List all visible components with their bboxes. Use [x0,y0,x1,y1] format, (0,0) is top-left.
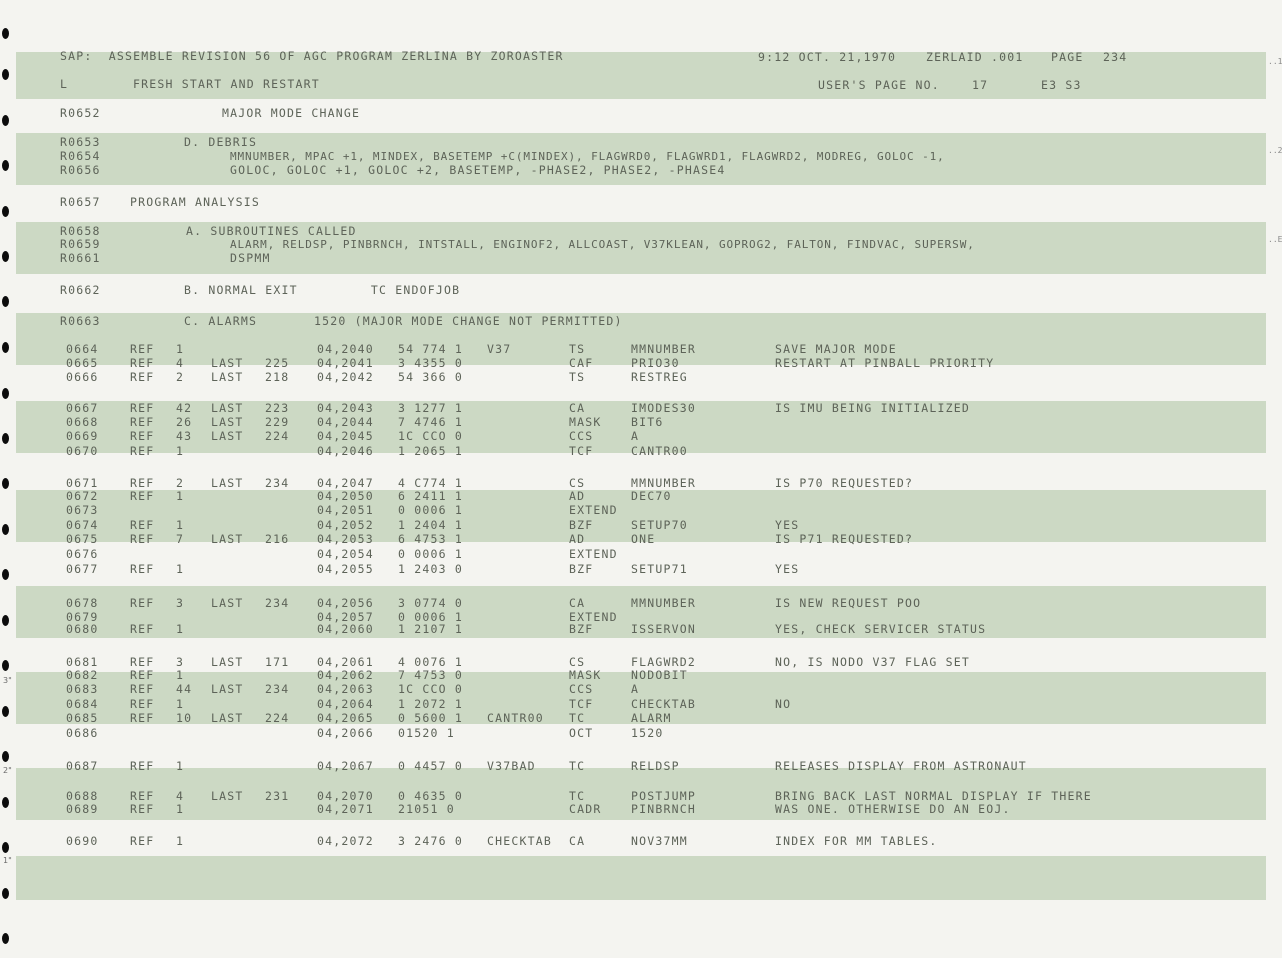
last-ref: 223 [265,401,290,415]
remark-text: ALARM, RELDSP, PINBRNCH, INTSTALL, ENGINOF2, ALLCOAST, V37KLEAN, GOPROG2, FALTON, FINDVAC, SUPERSW, [230,238,975,251]
line-number: 0666 [66,370,99,384]
octal-word: 4 0076 1 [398,655,463,669]
opcode: BZF [569,622,594,636]
line-number: 0674 [66,518,99,532]
operand: ONE [631,532,656,546]
octal-word: 3 4355 0 [398,356,463,370]
opcode: BZF [569,518,594,532]
address: 04,2055 [317,562,374,576]
ref-flag: REF [130,655,155,669]
address: 04,2062 [317,668,374,682]
ref-count: 1 [176,444,185,458]
ref-flag: REF [130,682,155,696]
comment: YES [775,518,800,532]
address: 04,2056 [317,596,374,610]
remark-number: R0658 [60,224,101,238]
line-number: 0684 [66,697,99,711]
octal-word: 54 774 1 [398,342,463,356]
operand: PRIO30 [631,356,680,370]
operand: SETUP71 [631,562,688,576]
remark-number: R0656 [60,163,101,177]
comment: IS P71 REQUESTED? [775,532,914,546]
operand: POSTJUMP [631,789,696,803]
page-label: PAGE [1051,50,1084,64]
ref-flag: REF [130,834,155,848]
feed-hole [2,933,9,944]
line-number: 0680 [66,622,99,636]
ruler-mark: ..1 [1268,57,1282,66]
octal-word: 3 1277 1 [398,401,463,415]
octal-word: 7 4753 0 [398,668,463,682]
ref-count: 4 [176,789,185,803]
code-line [0,490,1280,504]
ref-flag: REF [130,356,155,370]
ref-count: 10 [176,711,193,725]
address: 04,2070 [317,789,374,803]
code-line [0,357,1280,371]
ref-count: 1 [176,518,185,532]
feed-hole [2,69,9,80]
user-page-number: 17 [972,78,989,92]
code-line [0,727,1280,741]
comment: SAVE MAJOR MODE [775,342,897,356]
opcode: AD [569,489,586,503]
address: 04,2066 [317,726,374,740]
line-number: 0675 [66,532,99,546]
octal-word: 7 4746 1 [398,415,463,429]
remark-text: C. ALARMS 1520 (MAJOR MODE CHANGE NOT PERMITTED) [184,314,623,328]
operand: BIT6 [631,415,664,429]
line-number: 0670 [66,444,99,458]
octal-word: 1C CCO 0 [398,682,463,696]
address: 04,2067 [317,759,374,773]
comment: NO, IS NODO V37 FLAG SET [775,655,970,669]
opcode: CA [569,834,586,848]
address: 04,2044 [317,415,374,429]
ref-count: 2 [176,476,185,490]
ref-flag: REF [130,532,155,546]
operand: A [631,429,640,443]
address: 04,2043 [317,401,374,415]
address: 04,2046 [317,444,374,458]
ref-count: 4 [176,356,185,370]
remark-text: B. NORMAL EXIT TC ENDOFJOB [184,283,461,297]
ref-flag: REF [130,489,155,503]
feed-hole [2,28,9,39]
comment: RESTART AT PINBALL PRIORITY [775,356,995,370]
octal-word: 0 4635 0 [398,789,463,803]
address: 04,2065 [317,711,374,725]
remark-number: R0662 [60,283,101,297]
operand: MMNUMBER [631,342,696,356]
operand: 1520 [631,726,664,740]
operand: NODOBIT [631,668,688,682]
code-line [0,760,1280,774]
octal-word: 1C CCO 0 [398,429,463,443]
opcode: MASK [569,415,602,429]
code-line [0,519,1280,533]
comment: IS P70 REQUESTED? [775,476,914,490]
remark-number: R0663 [60,314,101,328]
operand: NOV37MM [631,834,688,848]
ref-count: 3 [176,655,185,669]
ref-count: 1 [176,759,185,773]
opcode: TS [569,370,586,384]
ref-count: 1 [176,489,185,503]
address: 04,2045 [317,429,374,443]
code-line [0,563,1280,577]
line-number: 0682 [66,668,99,682]
ref-flag: REF [130,622,155,636]
comment: IS NEW REQUEST POO [775,596,922,610]
feed-hole [2,388,9,399]
address: 04,2051 [317,503,374,517]
opcode: TC [569,711,586,725]
line-number: 0665 [66,356,99,370]
address: 04,2057 [317,610,374,624]
last-flag: LAST [211,596,244,610]
operand: FLAGWRD2 [631,655,696,669]
line-number: 0689 [66,802,99,816]
octal-word: 1 2072 1 [398,697,463,711]
code-line [0,343,1280,357]
ref-count: 1 [176,622,185,636]
last-ref: 224 [265,429,290,443]
comment: YES [775,562,800,576]
code-line [0,835,1280,849]
octal-word: 0 4457 0 [398,759,463,773]
address: 04,2053 [317,532,374,546]
address: 04,2064 [317,697,374,711]
ref-count: 1 [176,834,185,848]
address: 04,2047 [317,476,374,490]
address: 04,2061 [317,655,374,669]
ref-count: 1 [176,342,185,356]
last-ref: 231 [265,789,290,803]
ref-flag: REF [130,789,155,803]
octal-word: 01520 1 [398,726,455,740]
code-line [0,402,1280,416]
line-number: 0686 [66,726,99,740]
code-label: CANTR00 [487,711,544,725]
address: 04,2041 [317,356,374,370]
last-flag: LAST [211,356,244,370]
remark-number: R0661 [60,251,101,265]
ref-flag: REF [130,802,155,816]
line-number: 0685 [66,711,99,725]
operand: DEC70 [631,489,672,503]
comment: RELEASES DISPLAY FROM ASTRONAUT [775,759,1027,773]
ruler-mark: 3" [3,676,12,685]
last-flag: LAST [211,789,244,803]
line-number: 0669 [66,429,99,443]
operand: ISSERVON [631,622,696,636]
line-number: 0672 [66,489,99,503]
ref-flag: REF [130,429,155,443]
comment: INDEX FOR MM TABLES. [775,834,938,848]
operand: MMNUMBER [631,596,696,610]
opcode: CS [569,655,586,669]
octal-word: 1 2065 1 [398,444,463,458]
greenbar-band [16,856,1266,900]
opcode: CS [569,476,586,490]
feed-hole [2,296,9,307]
code-line [0,597,1280,611]
line-number: 0681 [66,655,99,669]
line-number: 0664 [66,342,99,356]
opcode: BZF [569,562,594,576]
remark-text: DSPMM [230,251,271,265]
code-line [0,669,1280,683]
comment: WAS ONE. OTHERWISE DO AN EOJ. [775,802,1011,816]
last-ref: 234 [265,476,290,490]
opcode: TCF [569,697,594,711]
octal-word: 21051 0 [398,802,455,816]
opcode: MASK [569,668,602,682]
remark-number: R0653 [60,135,101,149]
remark-text: MAJOR MODE CHANGE [222,106,361,120]
opcode: EXTEND [569,610,618,624]
listing-timestamp: 9:12 OCT. 21,1970 [758,50,897,64]
address: 04,2072 [317,834,374,848]
user-page-label: USER'S PAGE NO. [818,78,940,92]
sub-left: L [60,77,69,91]
comment: IS IMU BEING INITIALIZED [775,401,970,415]
remark-text: PROGRAM ANALYSIS [130,195,260,209]
remark-number: R0654 [60,149,101,163]
ref-flag: REF [130,476,155,490]
ref-count: 26 [176,415,193,429]
opcode: CADR [569,802,602,816]
last-ref: 224 [265,711,290,725]
code-line [0,416,1280,430]
ref-flag: REF [130,518,155,532]
ref-count: 42 [176,401,193,415]
address: 04,2060 [317,622,374,636]
listing-file: ZERLAID .001 [926,50,1024,64]
line-number: 0678 [66,596,99,610]
code-line [0,371,1280,385]
code-label: V37BAD [487,759,536,773]
ref-flag: REF [130,401,155,415]
remark-number: R0657 [60,195,101,209]
line-number: 0677 [66,562,99,576]
opcode: TCF [569,444,594,458]
address: 04,2054 [317,547,374,561]
last-flag: LAST [211,532,244,546]
opcode: TC [569,759,586,773]
remark-text: MMNUMBER, MPAC +1, MINDEX, BASETEMP +C(MINDEX), FLAGWRD0, FLAGWRD1, FLAGWRD2, MODREG, GOLOC -1, [230,150,945,163]
code-line [0,504,1280,518]
last-ref: 171 [265,655,290,669]
code-line [0,445,1280,459]
address: 04,2042 [317,370,374,384]
opcode: CCS [569,682,594,696]
line-number: 0683 [66,682,99,696]
operand: CANTR00 [631,444,688,458]
address: 04,2040 [317,342,374,356]
code-label: V37 [487,342,512,356]
code-line [0,698,1280,712]
ref-count: 3 [176,596,185,610]
feed-hole [2,888,9,899]
last-ref: 225 [265,356,290,370]
remark-number: R0659 [60,237,101,251]
address: 04,2050 [317,489,374,503]
octal-word: 3 0774 0 [398,596,463,610]
line-number: 0668 [66,415,99,429]
ref-flag: REF [130,415,155,429]
octal-word: 6 4753 1 [398,532,463,546]
code-line [0,548,1280,562]
address: 04,2071 [317,802,374,816]
line-number: 0671 [66,476,99,490]
octal-word: 0 0006 1 [398,547,463,561]
last-flag: LAST [211,711,244,725]
line-number: 0673 [66,503,99,517]
code-line [0,430,1280,444]
ruler-mark: ..E [1268,235,1282,244]
octal-word: 3 2476 0 [398,834,463,848]
last-ref: 216 [265,532,290,546]
ref-count: 7 [176,532,185,546]
remark-text: A. SUBROUTINES CALLED [186,224,357,238]
code-line [0,683,1280,697]
opcode: CA [569,401,586,415]
code-line [0,533,1280,547]
octal-word: 1 2404 1 [398,518,463,532]
operand: RESTREG [631,370,688,384]
ref-count: 43 [176,429,193,443]
line-number: 0688 [66,789,99,803]
comment: BRING BACK LAST NORMAL DISPLAY IF THERE [775,789,1092,803]
octal-word: 6 2411 1 [398,489,463,503]
opcode: CAF [569,356,594,370]
octal-word: 4 C774 1 [398,476,463,490]
code-label: CHECKTAB [487,834,552,848]
octal-word: 1 2403 0 [398,562,463,576]
ref-flag: REF [130,444,155,458]
feed-hole [2,115,9,126]
ref-flag: REF [130,711,155,725]
address: 04,2063 [317,682,374,696]
ruler-mark: 1" [3,856,12,865]
opcode: CCS [569,429,594,443]
last-ref: 218 [265,370,290,384]
address: 04,2052 [317,518,374,532]
operand: A [631,682,640,696]
remark-text: GOLOC, GOLOC +1, GOLOC +2, BASETEMP, -PHASE2, PHASE2, -PHASE4 [230,163,726,177]
remark-text: D. DEBRIS [184,135,258,149]
ref-flag: REF [130,697,155,711]
operand: SETUP70 [631,518,688,532]
last-flag: LAST [211,655,244,669]
last-flag: LAST [211,401,244,415]
ref-flag: REF [130,370,155,384]
code-line [0,623,1280,637]
ref-flag: REF [130,596,155,610]
feed-hole [2,206,9,217]
feed-hole [2,251,9,262]
code-line [0,712,1280,726]
last-flag: LAST [211,370,244,384]
line-number: 0676 [66,547,99,561]
operand: CHECKTAB [631,697,696,711]
last-flag: LAST [211,476,244,490]
opcode: OCT [569,726,594,740]
opcode: AD [569,532,586,546]
ref-count: 1 [176,668,185,682]
page-number: 234 [1103,50,1128,64]
ref-count: 1 [176,562,185,576]
octal-word: 0 0006 1 [398,610,463,624]
ref-count: 1 [176,802,185,816]
operand: MMNUMBER [631,476,696,490]
code-line [0,803,1280,817]
last-flag: LAST [211,682,244,696]
operand: ALARM [631,711,672,725]
opcode: EXTEND [569,503,618,517]
ref-count: 2 [176,370,185,384]
listing-codes: E3 S3 [1041,78,1082,92]
octal-word: 0 5600 1 [398,711,463,725]
section-title: FRESH START AND RESTART [133,77,320,91]
octal-word: 1 2107 1 [398,622,463,636]
opcode: TC [569,789,586,803]
listing-title: SAP: ASSEMBLE REVISION 56 OF AGC PROGRAM ZERLINA BY ZOROASTER [60,49,564,63]
last-ref: 234 [265,596,290,610]
ref-count: 1 [176,697,185,711]
comment: YES, CHECK SERVICER STATUS [775,622,987,636]
ruler-mark: 2" [3,766,12,775]
opcode: CA [569,596,586,610]
ref-flag: REF [130,562,155,576]
line-number: 0690 [66,834,99,848]
ref-flag: REF [130,759,155,773]
ref-flag: REF [130,668,155,682]
line-number: 0667 [66,401,99,415]
opcode: TS [569,342,586,356]
octal-word: 54 366 0 [398,370,463,384]
ruler-mark: ..2 [1268,146,1282,155]
octal-word: 0 0006 1 [398,503,463,517]
feed-hole [2,160,9,171]
remark-number: R0652 [60,106,101,120]
ref-flag: REF [130,342,155,356]
last-flag: LAST [211,429,244,443]
last-ref: 234 [265,682,290,696]
opcode: EXTEND [569,547,618,561]
comment: NO [775,697,792,711]
last-flag: LAST [211,415,244,429]
line-number: 0687 [66,759,99,773]
line-number: 0679 [66,610,99,624]
ref-count: 44 [176,682,193,696]
operand: RELDSP [631,759,680,773]
operand: PINBRNCH [631,802,696,816]
operand: IMODES30 [631,401,696,415]
last-ref: 229 [265,415,290,429]
